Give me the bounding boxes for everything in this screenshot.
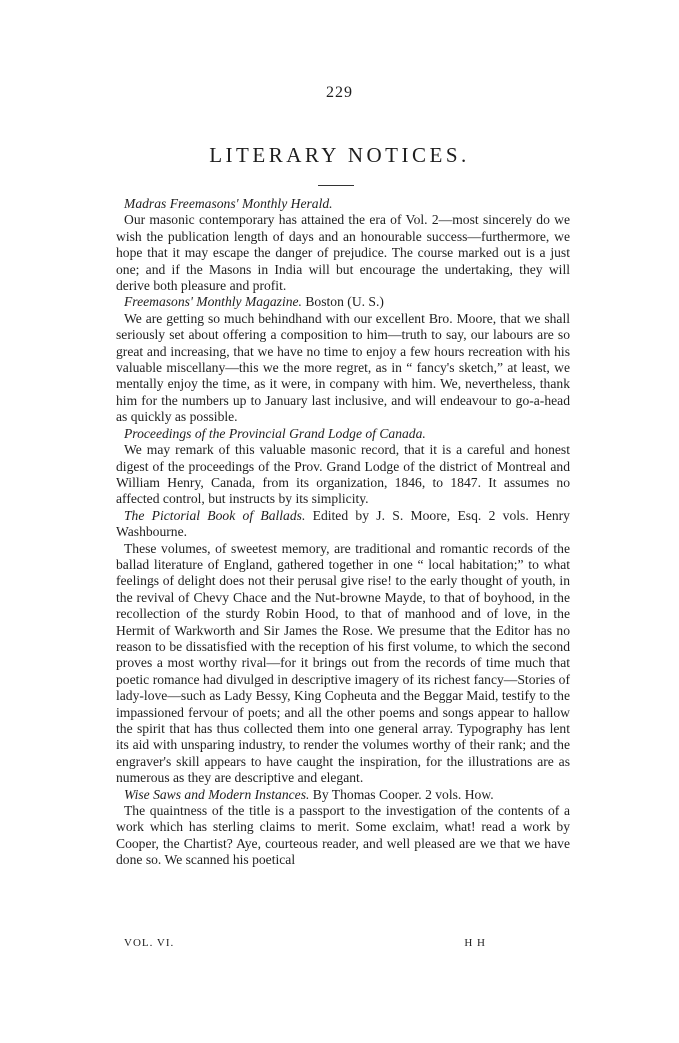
page-heading: LITERARY NOTICES.: [209, 143, 470, 167]
notice-paragraph: Our masonic contemporary has attained the era of Vol. 2—most sincerely do we wish the publication length of days and an honourable success—furthermore, we hope that it may escape the danger of prejudice. The course marked out is a just one; and if the Masons in India will but encourage the undertaking, they will derive both pleasure and profit.: [116, 212, 570, 294]
notice-madras-herald: [116, 196, 570, 294]
page-number: 229: [326, 84, 353, 101]
notice-title: The Pictorial Book of Ballads. Edited by J. S. Moore, Esq. 2 vols. Henry Washbourne.: [116, 507, 570, 540]
notice-paragraph: These volumes, of sweetest memory, are traditional and romantic records of the ballad literature of England, gathered together in one “ local habitation;” to what feelings of delight does not their perusal give rise! to the early thought of youth, in the revival of Chevy Chace and the Nut-browne Mayde, to that of boyhood, in the recollection of the sturdy Robin Hood, to that of manhood and of love, in the Hermit of Warkworth and Sir James the Rose. We presume that the Editor has no reason to be dissatisfied with the reception of his first volume, to which the second proves a most worthy rival—for it brings out from the records of time much that poetic romance had divulged in descriptive imagery of its richest fancy—Stories of lady-love—such as Lady Bessy, King Copheuta and the Beggar Maid, testify to the impassioned fervour of poets; and all the other poems and songs appear to hallow the spirit that has thus collected them into one general array. Typography has lent its aid with unsparing industry, to render the volumes worthy of their rank; and the engraver's skill appears to have caught the inspiration, for the illustrations are as numerous as they are descriptive and elegant.: [116, 540, 570, 786]
footer-volume: VOL. VI.: [124, 937, 175, 949]
notice-title: Madras Freemasons' Monthly Herald.: [124, 196, 333, 211]
notices-body: [116, 196, 570, 869]
notice-paragraph: We may remark of this valuable masonic record, that it is a careful and honest digest of the proceedings of the Prov. Grand Lodge of the district of Montreal and William Henry, Canada, from its organization, 1846, to 1847. It assumes no affected control, but instructs by its simplicity.: [116, 442, 570, 507]
notice-pictorial-book-of-ballads: [116, 508, 570, 787]
notice-freemasons-monthly-magazine: [116, 294, 570, 425]
footer-signature: H H: [464, 937, 486, 949]
heading-rule: [318, 185, 354, 186]
page-footer: [124, 937, 486, 949]
notice-proceedings-canada: [116, 426, 570, 508]
notice-title: Freemasons' Monthly Magazine. Boston (U. S.): [124, 294, 384, 310]
notice-wise-saws: [116, 787, 570, 869]
notice-paragraph: We are getting so much behindhand with our excellent Bro. Moore, that we shall seriously set about offering a composition to him—truth to say, our labours are so great and increasing, that we have no time to enjoy a few hours recreation with his valuable miscellany—this we the more regret, as in “ fancy's sketch,” at least, we mentally enjoy the time, as it were, in company with him. We, nevertheless, thank him for the numbers up to January last inclusive, and will endeavour to go-a-head as quickly as possible.: [116, 310, 570, 425]
notice-paragraph: The quaintness of the title is a passport to the investigation of the contents of a work which has sterling claims to merit. Some exclaim, what! read a work by Cooper, the Chartist? Aye, courteous reader, and well pleased are we that we have done so. We scanned his poetical: [116, 803, 570, 868]
notice-title: Proceedings of the Provincial Grand Lodge of Canada.: [124, 425, 426, 441]
notice-title: Wise Saws and Modern Instances. By Thomas Cooper. 2 vols. How.: [124, 786, 494, 802]
